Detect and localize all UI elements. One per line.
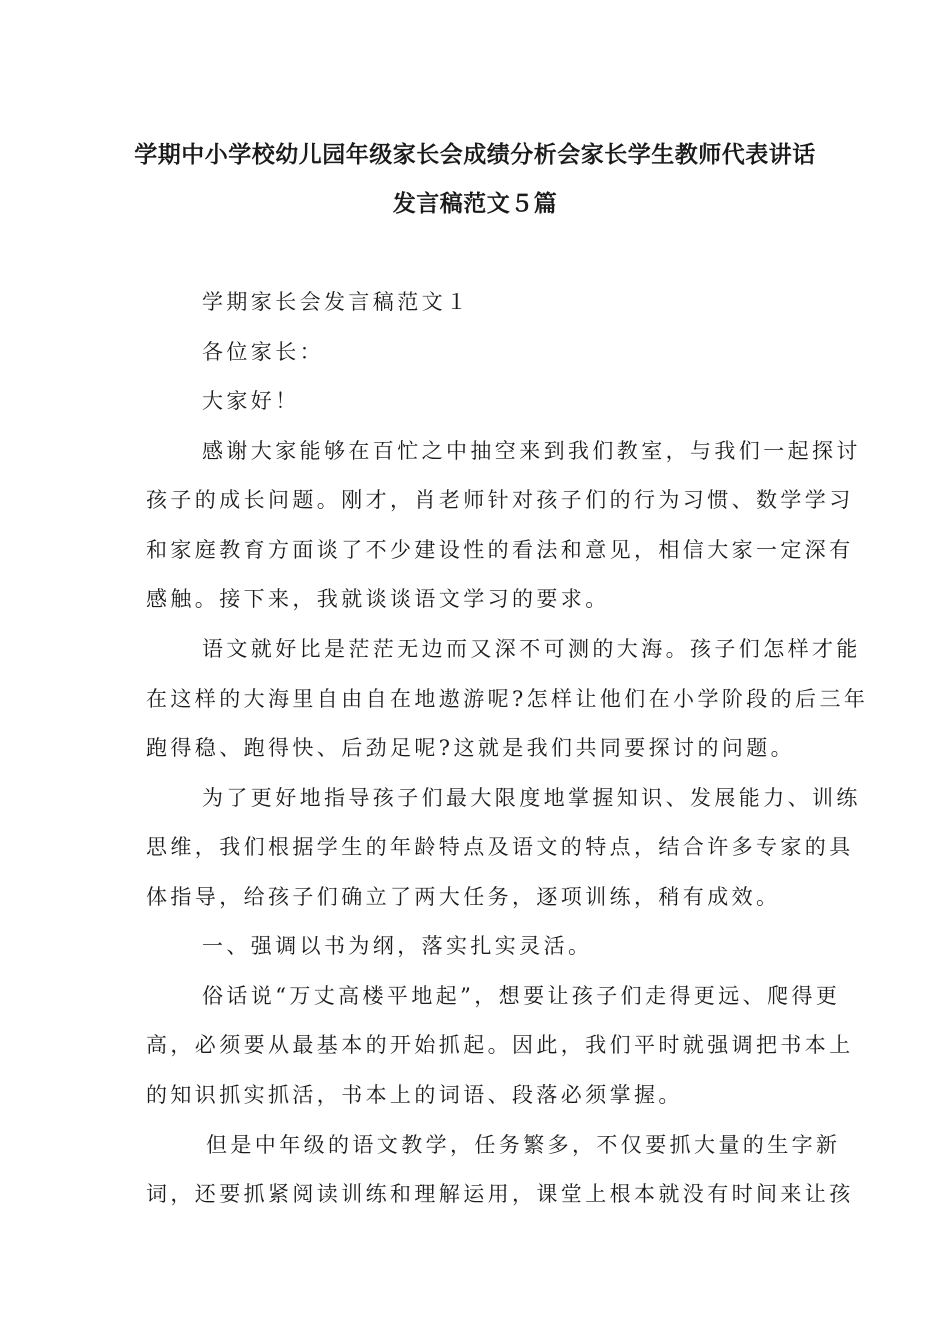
paragraph-line: 的知识抓实抓活，书本上的词语、段落必须掌握。 <box>146 1083 683 1107</box>
paragraph-line: 在这样的大海里自由自在地遨游呢?怎样让他们在小学阶段的后三年 <box>146 687 869 711</box>
paragraph-line: 跑得稳、跑得快、后劲足呢?这就是我们共同要探讨的问题。 <box>146 736 796 760</box>
paragraph-line: 体指导，给孩子们确立了两大任务，逐项训练，稍有成效。 <box>146 885 781 909</box>
section-heading: 学期家长会发言稿范文１ <box>202 290 471 314</box>
paragraph-line: 高，必须要从最基本的开始抓起。因此，我们平时就强调把书本上 <box>146 1033 854 1057</box>
paragraph-line: 词，还要抓紧阅读训练和理解运用，课堂上根本就没有时间来让孩 <box>146 1182 854 1206</box>
document-title-line-2: 发言稿范文５篇 <box>392 191 558 217</box>
paragraph-line: 感谢大家能够在百忙之中抽空来到我们教室，与我们一起探讨 <box>202 439 861 463</box>
paragraph-line: 语文就好比是茫茫无边而又深不可测的大海。孩子们怎样才能 <box>202 637 861 661</box>
document-title-line-1: 学期中小学校幼儿园年级家长会成绩分析会家长学生教师代表讲话 <box>134 142 816 168</box>
paragraph-line: 俗话说“万丈高楼平地起”，想要让孩子们走得更远、爬得更 <box>202 984 841 1008</box>
paragraph-line: 感触。接下来，我就谈谈语文学习的要求。 <box>146 587 610 611</box>
paragraph-line: 和家庭教育方面谈了不少建设性的看法和意见，相信大家一定深有 <box>146 538 854 562</box>
subsection-heading: 一、强调以书为纲，落实扎实灵活。 <box>202 934 593 958</box>
paragraph-line: 但是中年级的语文教学，任务繁多，不仅要抓大量的生字新 <box>206 1133 841 1157</box>
paragraph-line: 孩子的成长问题。刚才，肖老师针对孩子们的行为习惯、数学学习 <box>146 488 854 512</box>
salutation: 各位家长： <box>202 340 324 364</box>
greeting: 大家好！ <box>202 389 300 413</box>
paragraph-line: 为了更好地指导孩子们最大限度地掌握知识、发展能力、训练 <box>202 786 861 810</box>
paragraph-line: 思维，我们根据学生的年龄特点及语文的特点，结合许多专家的具 <box>146 835 854 859</box>
